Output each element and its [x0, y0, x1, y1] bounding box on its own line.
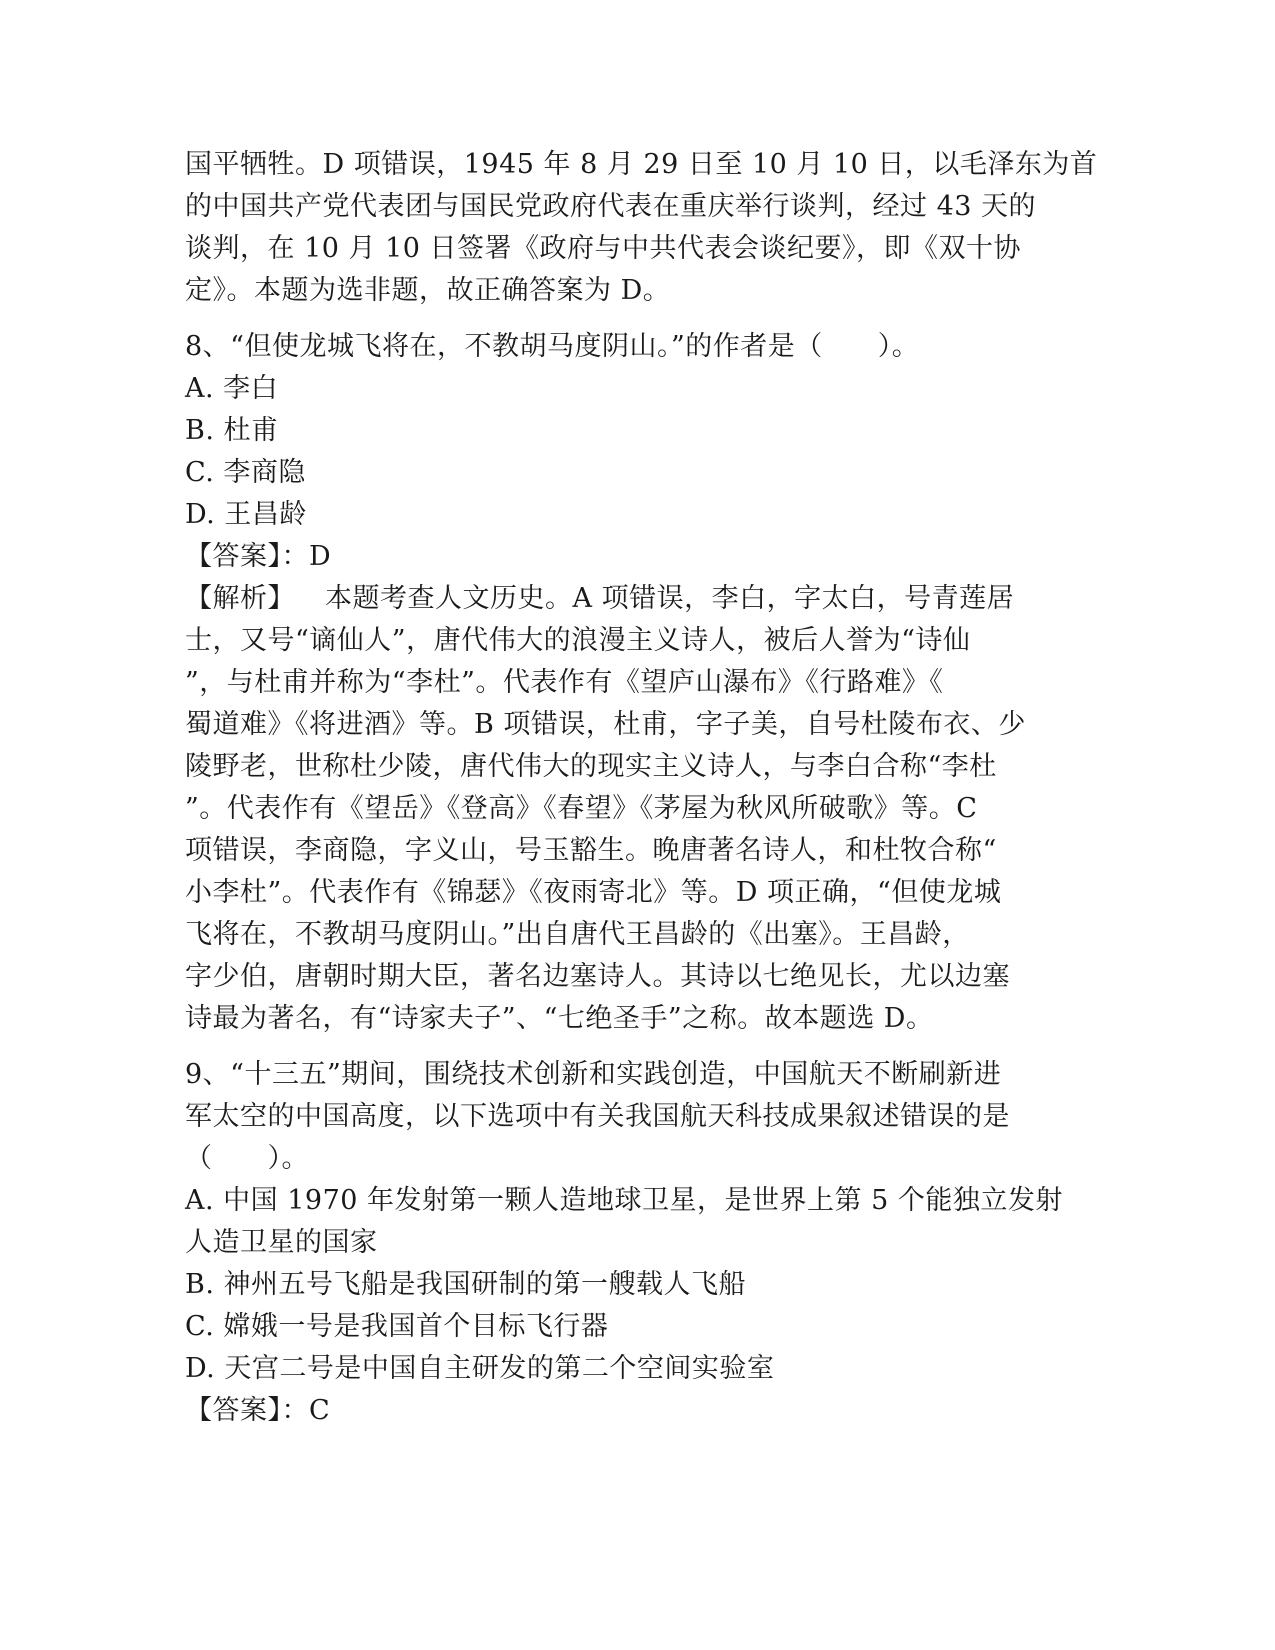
- analysis-line: 士，又号“谪仙人”，唐代伟大的浪漫主义诗人，被后人誉为“诗仙: [185, 625, 971, 656]
- analysis-line: 字少伯，唐朝时期大臣，著名边塞诗人。其诗以七绝见长，尤以边塞: [185, 961, 1010, 992]
- analysis-first-line: [185, 578, 1083, 620]
- paragraph-line: 的中国共产党代表团与国民党政府代表在重庆举行谈判，经过 43 天的: [185, 191, 1037, 222]
- analysis-line: 蜀道难》《将进酒》等。B 项错误，杜甫，字子美，自号杜陵布衣、少: [185, 709, 1026, 740]
- analysis-line: 项错误，李商隐，字义山，号玉豁生。晚唐著名诗人，和杜牧合称“: [185, 835, 997, 866]
- option-b: B. 神州五号飞船是我国研制的第一艘载人飞船: [185, 1269, 747, 1300]
- analysis-text: 本题考查人文历史。A 项错误，李白，字太白，号青莲居: [325, 583, 1015, 614]
- answer-value: ：C: [281, 1395, 331, 1426]
- question-8: [185, 326, 1083, 1040]
- paragraph-line: 国平牺牲。D 项错误，1945 年 8 月 29 日至 10 月 10 日，以毛泽东为首: [185, 149, 1098, 180]
- analysis-line: ”。代表作有《望岳》《登高》《春望》《茅屋为秋风所破歌》等。C: [185, 793, 978, 824]
- option-a-continued: 人造卫星的国家: [185, 1227, 378, 1258]
- question-9: [185, 1054, 1083, 1432]
- paragraph-line: 谈判，在 10 月 10 日签署《政府与中共代表会谈纪要》，即《双十协: [185, 233, 1022, 264]
- analysis-label: 【解析】: [185, 583, 295, 614]
- paragraph-line: 定》。本题为选非题，故正确答案为 D。: [185, 275, 671, 306]
- option-c: C. 嫦娥一号是我国首个目标飞行器: [185, 1311, 609, 1342]
- answer-label: 【答案】: [185, 541, 282, 572]
- question-text: 8、“但使龙城飞将在，不教胡马度阴山。”的作者是（ ）。: [185, 331, 920, 362]
- answer-line: [185, 536, 1083, 578]
- analysis-line: 陵野老，世称杜少陵，唐代伟大的现实主义诗人，与李白合称“李杜: [185, 751, 997, 782]
- q7-explanation-tail: [185, 144, 1098, 312]
- analysis-line: 小李杜”。代表作有《锦瑟》《夜雨寄北》等。D 项正确，“但使龙城: [185, 877, 1002, 908]
- document-page: [185, 144, 1098, 1432]
- question-text-line: （ ）。: [185, 1143, 309, 1174]
- question-text-line: 9、“十三五”期间，围绕技术创新和实践创造，中国航天不断刷新进: [185, 1059, 1002, 1090]
- option-b: B. 杜甫: [185, 415, 279, 446]
- option-a: A. 李白: [185, 373, 279, 404]
- answer-line: [185, 1390, 1083, 1432]
- option-d: D. 王昌龄: [185, 499, 307, 530]
- option-a: A. 中国 1970 年发射第一颗人造地球卫星，是世界上第 5 个能独立发射: [185, 1185, 1063, 1216]
- answer-label: 【答案】: [185, 1395, 282, 1426]
- analysis-line: 飞将在，不教胡马度阴山。”出自唐代王昌龄的《出塞》。王昌龄，: [185, 919, 970, 950]
- option-c: C. 李商隐: [185, 457, 306, 488]
- question-text-line: 军太空的中国高度，以下选项中有关我国航天科技成果叙述错误的是: [185, 1101, 1010, 1132]
- analysis-line: ”，与杜甫并称为“李杜”。代表作有《望庐山瀑布》《行路难》《: [185, 667, 944, 698]
- option-d: D. 天宫二号是中国自主研发的第二个空间实验室: [185, 1353, 775, 1384]
- analysis-line: 诗最为著名，有“诗家夫子”、“七绝圣手”之称。故本题选 D。: [185, 1003, 934, 1034]
- answer-value: ：D: [281, 541, 332, 572]
